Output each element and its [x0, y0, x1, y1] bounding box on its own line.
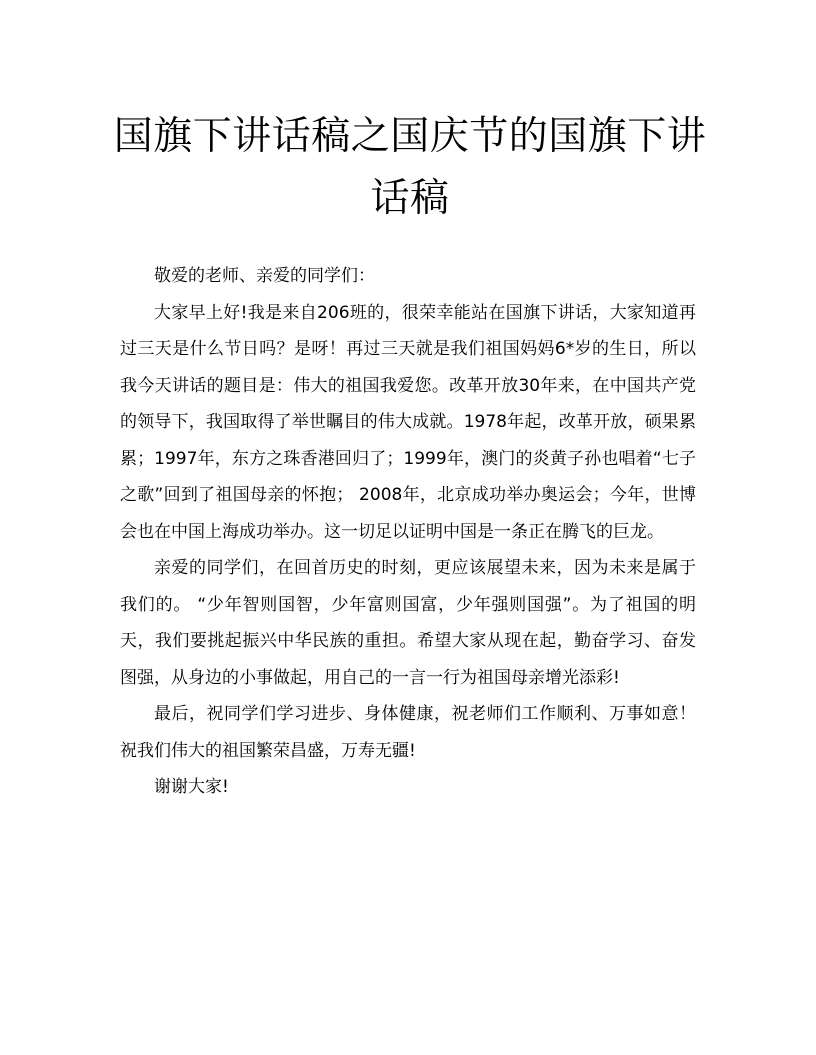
document-body — [120, 258, 696, 806]
paragraph-thanks: 谢谢大家! — [154, 777, 229, 797]
document-title: 国旗下讲话稿之国庆节的国旗下讲话稿 — [113, 114, 707, 221]
paragraph-future: 亲爱的同学们，在回首历史的时刻，更应该展望未来，因为未来是属于我们的。 “少年智则国智，少年富则国富，少年强则国强”。为了祖国的明天，我们要挑起振兴中华民族的重担。希望大家从现在起，勤奋学习、奋发图强，从身边的小事做起，用自己的一言一行为祖国母亲增光添彩! — [120, 558, 696, 688]
paragraph-opening: 大家早上好!我是来自206班的，很荣幸能站在国旗下讲话，大家知道再过三天是什么节日吗？是呀！再过三天就是我们祖国妈妈6*岁的生日，所以我今天讲话的题目是：伟大的祖国我爱您。改革开放30年来，在中国共产党的领导下，我国取得了举世瞩目的伟大成就。1978年起，改革开放，硕果累累；1997年，东方之珠香港回归了；1999年，澳门的炎黄子孙也唱着“七子之歌”回到了祖国母亲的怀抱； 2008年，北京成功举办奥运会；今年，世博会也在中国上海成功举办。这一切足以证明中国是一条正在腾飞的巨龙。 — [120, 302, 696, 542]
paragraph-greeting: 敬爱的老师、亲爱的同学们： — [154, 266, 375, 286]
paragraph-wishes: 最后，祝同学们学习进步、身体健康，祝老师们工作顺利、万事如意！祝我们伟大的祖国繁荣昌盛，万寿无疆! — [120, 704, 696, 761]
